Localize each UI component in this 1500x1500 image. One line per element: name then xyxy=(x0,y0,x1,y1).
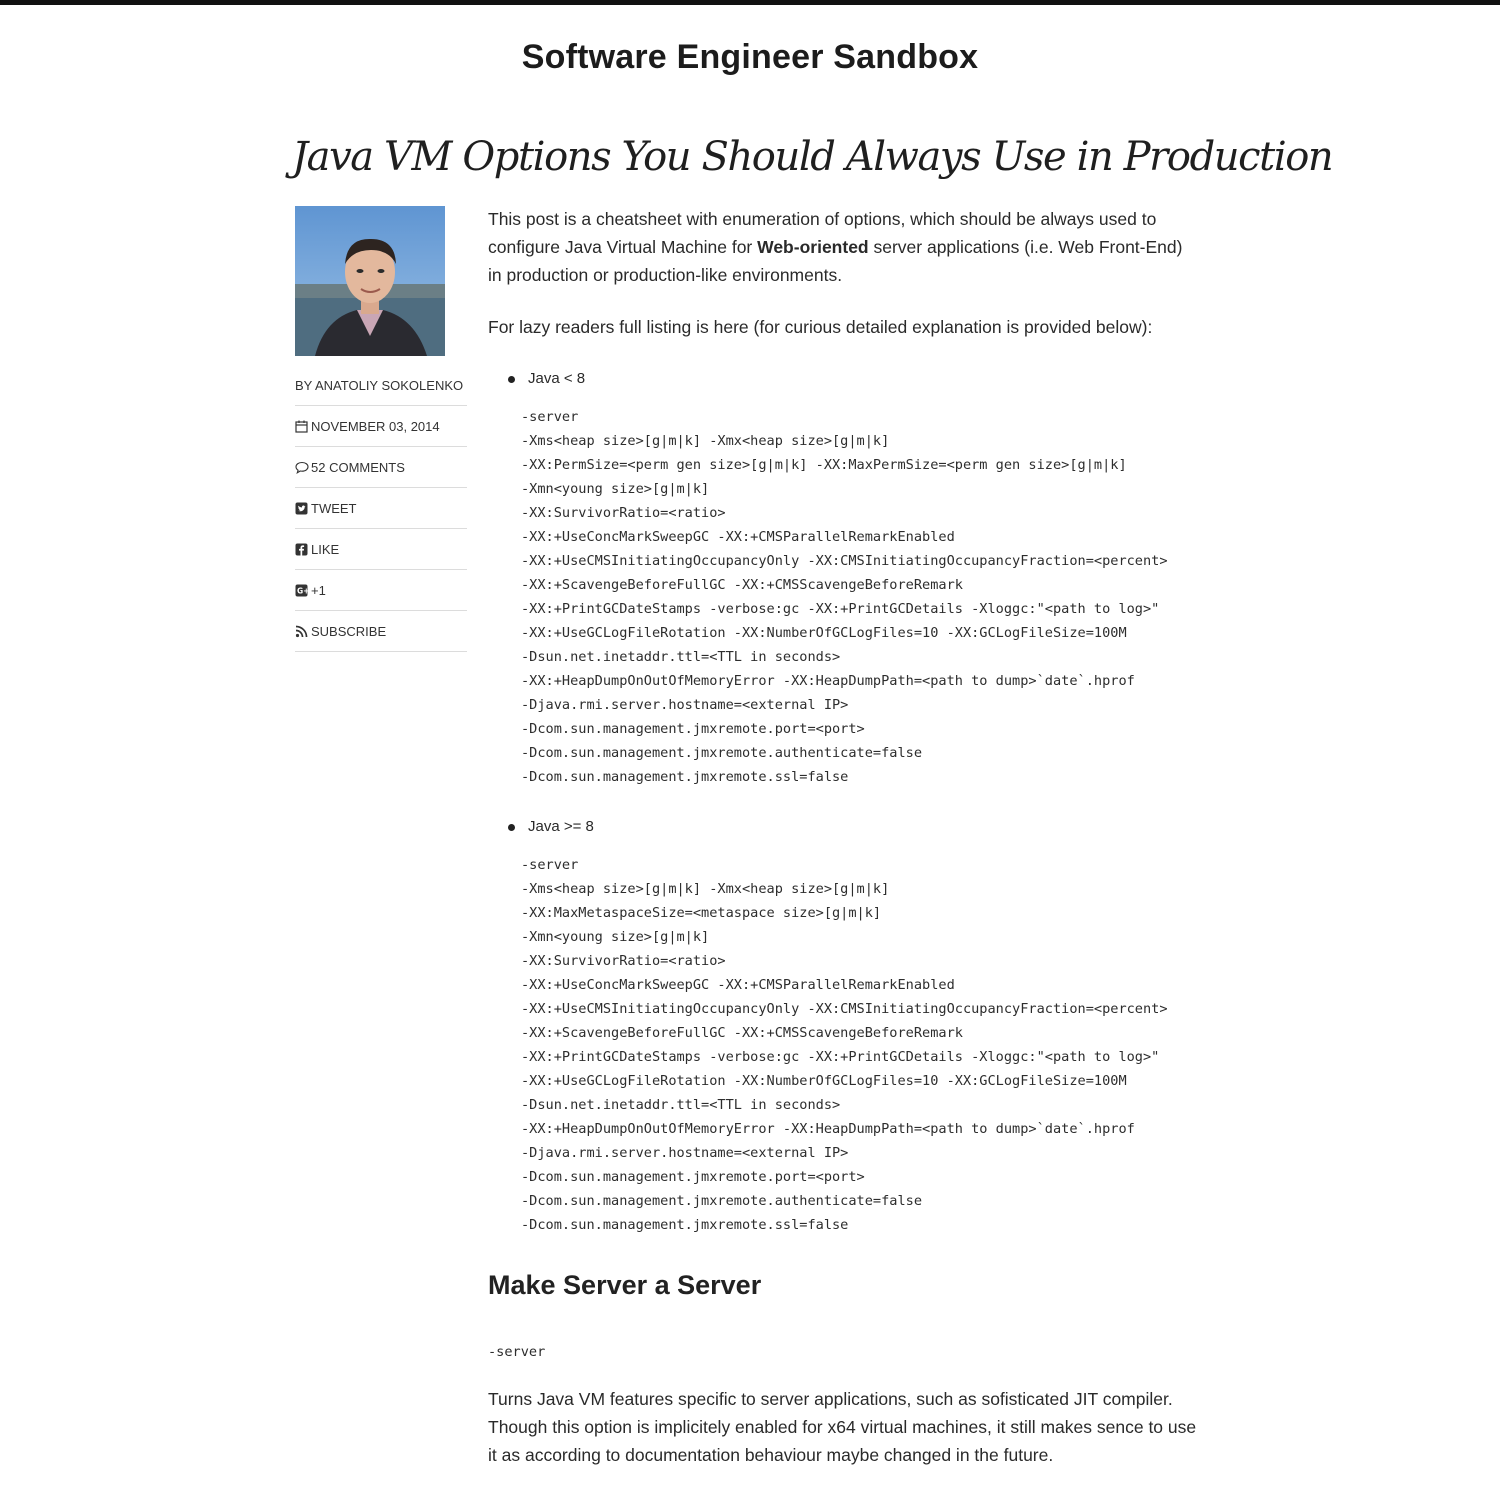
tweet-link-row xyxy=(295,488,467,529)
avatar xyxy=(295,206,445,356)
list-item xyxy=(508,813,594,841)
post-author-label: BY ANATOLIY SOKOLENKO xyxy=(295,377,464,393)
section-heading: Make Server a Server xyxy=(488,1270,762,1300)
intro-text-start: This post is a cheatsheet with enumeration of options, which should be always used to configure Java Virtual Machine for xyxy=(488,209,1157,257)
intro-bold-text: Web-oriented xyxy=(757,237,869,257)
code-block: -server -Xms<heap size>[g|m|k] -Xmx<heap size>[g|m|k] -XX:MaxMetaspaceSize=<metaspace size>[g|m|k] -Xmn<young size>[g|m|k] -XX:SurvivorRatio=<ratio> -XX:+UseConcMarkSweepGC -XX:+CMSParallelRemarkEnabled -XX:+UseCMSInitiatingOccupancyOnly -XX:CMSInitiatingOccupancyFraction=<percent> -XX:+ScavengeBeforeFullGC -XX:+CMSScavengeBeforeRemark -XX:+PrintGCDateStamps -verbose:gc -XX:+PrintGCDetails -Xloggc:"<path to log>" -XX:+UseGCLogFileRotation -XX:NumberOfGCLogFiles=10 -XX:GCLogFileSize=100M -Dsun.net.inetaddr.ttl=<TTL in seconds> -XX:+HeapDumpOnOutOfMemoryError -XX:HeapDumpPath=<path to dump>`date`.hprof -Djava.rmi.server.hostname=<external IP> -Dcom.sun.management.jmxremote.port=<port> -Dcom.sun.management.jmxremote.authenticate=false -Dcom.sun.management.jmxremote.ssl=false xyxy=(521,857,1168,1233)
plus-one-link[interactable]: +1 xyxy=(311,582,326,598)
rss-icon xyxy=(295,625,308,638)
bullet-dot xyxy=(508,824,515,831)
comment-icon xyxy=(295,461,308,474)
bullet-dot xyxy=(508,376,515,383)
top-bar xyxy=(0,0,1500,5)
post-author xyxy=(295,365,467,406)
tweet-link[interactable]: TWEET xyxy=(311,500,357,516)
comments-link[interactable]: 52 COMMENTS xyxy=(311,459,405,475)
post-title: Java VM Options You Should Always Use in Production xyxy=(292,134,1333,180)
intro-paragraph xyxy=(488,205,1200,289)
subscribe-link-row xyxy=(295,611,467,652)
google-plus-icon xyxy=(295,584,308,597)
post-date-label: NOVEMBER 03, 2014 xyxy=(311,418,440,434)
code-block: -server -Xms<heap size>[g|m|k] -Xmx<heap size>[g|m|k] -XX:PermSize=<perm gen size>[g|m|k] -XX:MaxPermSize=<perm gen size>[g|m|k] -Xmn<young size>[g|m|k] -XX:SurvivorRatio=<ratio> -XX:+UseConcMarkSweepGC -XX:+CMSParallelRemarkEnabled -XX:+UseCMSInitiatingOccupancyOnly -XX:CMSInitiatingOccupancyFraction=<percent> -XX:+ScavengeBeforeFullGC -XX:+CMSScavengeBeforeRemark -XX:+PrintGCDateStamps -verbose:gc -XX:+PrintGCDetails -Xloggc:"<path to log>" -XX:+UseGCLogFileRotation -XX:NumberOfGCLogFiles=10 -XX:GCLogFileSize=100M -Dsun.net.inetaddr.ttl=<TTL in seconds> -XX:+HeapDumpOnOutOfMemoryError -XX:HeapDumpPath=<path to dump>`date`.hprof -Djava.rmi.server.hostname=<external IP> -Dcom.sun.management.jmxremote.port=<port> -Dcom.sun.management.jmxremote.authenticate=false -Dcom.sun.management.jmxremote.ssl=false xyxy=(521,409,1168,785)
plus-one-link-row xyxy=(295,570,467,611)
site-title-link[interactable]: Software Engineer Sandbox xyxy=(521,38,979,76)
section-code: -server xyxy=(488,1344,546,1360)
list-item xyxy=(508,365,585,393)
svg-text:g+: g+ xyxy=(297,586,310,595)
lazy-readers-paragraph: For lazy readers full listing is here (for curious detailed explanation is provided below): xyxy=(488,317,1153,337)
post-date xyxy=(295,406,467,447)
list-item-label: Java >= 8 xyxy=(528,818,594,835)
subscribe-link[interactable]: SUBSCRIBE xyxy=(311,623,387,639)
like-link[interactable]: LIKE xyxy=(311,541,340,557)
section-paragraph: Turns Java VM features specific to server applications, such as sofisticated JIT compiler. Though this option is implicitely enabled for x64 virtual machines, it still makes sence to use it as according to documentation behaviour maybe changed in the future. xyxy=(488,1389,1197,1465)
comments-link-row xyxy=(295,447,467,488)
like-link-row xyxy=(295,529,467,570)
post-sidebar xyxy=(295,206,467,652)
intro-text-end: server applications (i.e. Web Front-End) in production or production-like environments. xyxy=(488,237,1183,285)
twitter-icon xyxy=(295,502,308,515)
facebook-icon xyxy=(295,543,308,556)
calendar-icon xyxy=(295,420,308,433)
list-item-label: Java < 8 xyxy=(528,370,586,387)
